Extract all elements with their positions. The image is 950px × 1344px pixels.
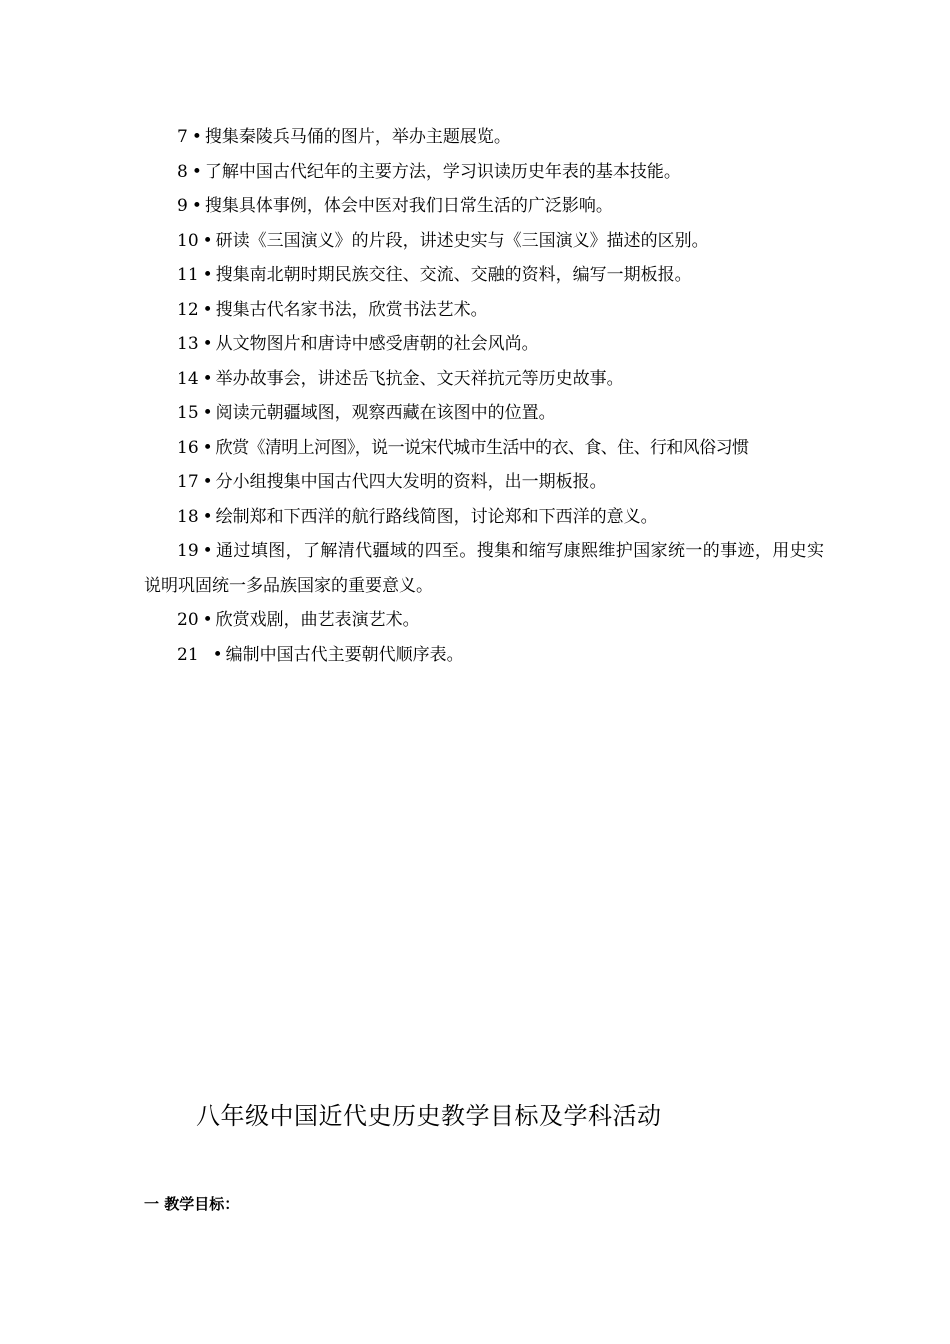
list-item (144, 603, 824, 638)
list-item (144, 293, 824, 328)
list-item (144, 638, 824, 673)
bullet-separator: • (212, 644, 223, 665)
bullet-separator: • (202, 541, 213, 561)
bullet-separator: • (191, 196, 202, 216)
list-item (144, 534, 824, 603)
list-item (144, 327, 824, 362)
list-item (144, 155, 824, 190)
item-text: 阅读元朝疆域图，观察西藏在该图中的位置。 (215, 403, 556, 423)
list-item (144, 189, 824, 224)
list-item (144, 431, 824, 466)
item-text: 通过填图，了解清代疆域的四至。搜集和缩写康熙维护国家统一的事迹，用史实说明巩固统一多品族国家的重要意义。 (144, 541, 824, 596)
bullet-separator: • (191, 127, 202, 147)
bullet-separator: • (202, 506, 213, 527)
bullet-separator: • (202, 230, 213, 251)
list-item (144, 396, 824, 431)
bullet-separator: • (202, 610, 213, 630)
list-item (144, 224, 824, 259)
item-number: 17 (177, 472, 199, 492)
item-number: 21 (177, 644, 199, 665)
list-item (144, 465, 824, 500)
item-number: 15 (177, 403, 199, 423)
list-item (144, 500, 824, 535)
list-item (144, 258, 824, 293)
activity-list (144, 120, 824, 672)
item-text: 举办故事会，讲述岳飞抗金、文天祥抗元等历史故事。 (215, 368, 624, 389)
item-number: 19 (177, 541, 199, 561)
item-text: 搜集具体事例，体会中医对我们日常生活的广泛影响。 (204, 196, 613, 216)
item-text: 研读《三国演义》的片段，讲述史实与《三国演义》描述的区别。 (215, 230, 709, 251)
item-number: 13 (177, 334, 199, 354)
item-text: 搜集南北朝时期民族交往、交流、交融的资料，编写一期板报。 (215, 265, 692, 285)
item-number: 14 (177, 368, 199, 389)
item-text: 搜集秦陵兵马俑的图片，举办主题展览。 (204, 127, 511, 147)
section-title: 八年级中国近代史历史教学目标及学科活动 (196, 1102, 662, 1130)
subsection-heading: 一 教学目标： (144, 1195, 240, 1213)
item-text: 了解中国古代纪年的主要方法，学习识读历史年表的基本技能。 (204, 161, 681, 182)
item-number: 8 (177, 161, 188, 182)
item-text: 分小组搜集中国古代四大发明的资料，出一期板报。 (215, 472, 607, 492)
bullet-separator: • (202, 368, 213, 389)
item-text: 搜集古代名家书法，欣赏书法艺术。 (215, 299, 488, 320)
bullet-separator: • (191, 161, 202, 182)
item-text: 欣赏戏剧，曲艺表演艺术。 (215, 610, 420, 630)
item-number: 18 (177, 506, 199, 527)
list-item (144, 120, 824, 155)
item-number: 7 (177, 127, 188, 147)
bullet-separator: • (202, 265, 213, 285)
item-text: 编制中国古代主要朝代顺序表。 (225, 644, 464, 665)
bullet-separator: • (202, 334, 213, 354)
item-text: 绘制郑和下西洋的航行路线简图，讨论郑和下西洋的意义。 (215, 506, 658, 527)
bullet-separator: • (202, 299, 213, 320)
item-number: 16 (177, 437, 199, 458)
item-number: 11 (177, 265, 199, 285)
item-number: 10 (177, 230, 199, 251)
bullet-separator: • (202, 437, 213, 458)
item-number: 12 (177, 299, 199, 320)
list-item (144, 362, 824, 397)
bullet-separator: • (202, 472, 213, 492)
item-text: 欣赏《清明上河图》，说一说宋代城市生活中的衣、食、住、行和风俗习惯 (215, 437, 749, 458)
item-number: 9 (177, 196, 188, 216)
bullet-separator: • (202, 403, 213, 423)
item-text: 从文物图片和唐诗中感受唐朝的社会风尚。 (215, 334, 539, 354)
item-number: 20 (177, 610, 199, 630)
